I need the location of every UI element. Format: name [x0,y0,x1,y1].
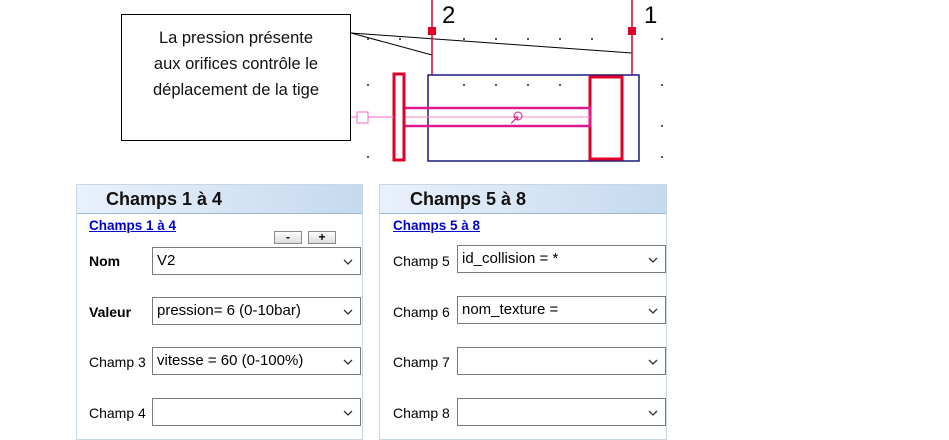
port-1-marker [628,27,636,35]
chevron-down-icon [648,357,658,367]
field-label-champ-3: Champ 3 [89,354,146,370]
callout-box [121,14,351,141]
expand-button[interactable]: + [308,231,336,244]
fields-panel-5-8 [379,184,667,440]
piston [590,77,622,159]
callout-line-1: La pression présente [158,29,314,47]
valeur-combobox[interactable] [152,297,361,325]
combo-value: nom_texture = [462,301,559,318]
field-label-champ-4: Champ 4 [89,405,146,421]
chevron-down-icon [648,408,658,418]
field-label-champ-7: Champ 7 [393,354,450,370]
rod-end-plate [394,74,404,160]
combo-value: pression= 6 (0-10bar) [157,302,301,319]
panel-body [380,213,666,440]
port-2-marker [428,27,436,35]
collapse-button[interactable]: - [274,231,302,244]
panel-body [77,213,362,440]
nom-combobox[interactable] [152,247,361,275]
chevron-down-icon [343,408,353,418]
link-handle [357,112,368,123]
rod-marker-icon: ↗ [509,113,520,128]
callout-line-2: aux orifices contrôle le [153,55,319,73]
panel-title: Champs 5 à 8 [410,189,527,209]
panel-title: Champs 1 à 4 [106,189,223,209]
chevron-down-icon [343,357,353,367]
champ-7-combobox[interactable] [457,347,666,375]
chevron-down-icon [648,306,658,316]
panel-header [380,185,666,213]
champ-6-combobox[interactable] [457,296,666,324]
field-label-valeur: Valeur [89,304,132,320]
combo-value: V2 [157,252,176,269]
combo-value: id_collision = * [462,250,559,267]
champ-4-combobox[interactable] [152,398,361,426]
field-label-champ-6: Champ 6 [393,304,450,320]
champ-5-combobox[interactable] [457,245,666,273]
field-label-champ-5: Champ 5 [393,253,450,269]
chevron-down-icon [343,307,353,317]
chevron-down-icon [648,255,658,265]
chevron-down-icon [343,257,353,267]
panel-link[interactable]: Champs 1 à 4 [89,218,177,233]
field-label-nom: Nom [89,253,121,269]
cylinder-body [428,75,639,161]
callout-line-3: déplacement de la tige [152,81,320,99]
combo-value: vitesse = 60 (0-100%) [157,352,304,369]
callout-pointer-1 [351,33,632,53]
panel-link[interactable]: Champs 5 à 8 [393,218,481,233]
fields-panel-1-4 [76,184,363,440]
grid-dots [367,38,663,158]
panel-header [77,185,362,213]
field-label-champ-8: Champ 8 [393,405,450,421]
champ-8-combobox[interactable] [457,398,666,426]
champ-3-combobox[interactable] [152,347,361,375]
port-1-label: 1 [644,2,658,29]
port-2-label: 2 [442,2,456,29]
